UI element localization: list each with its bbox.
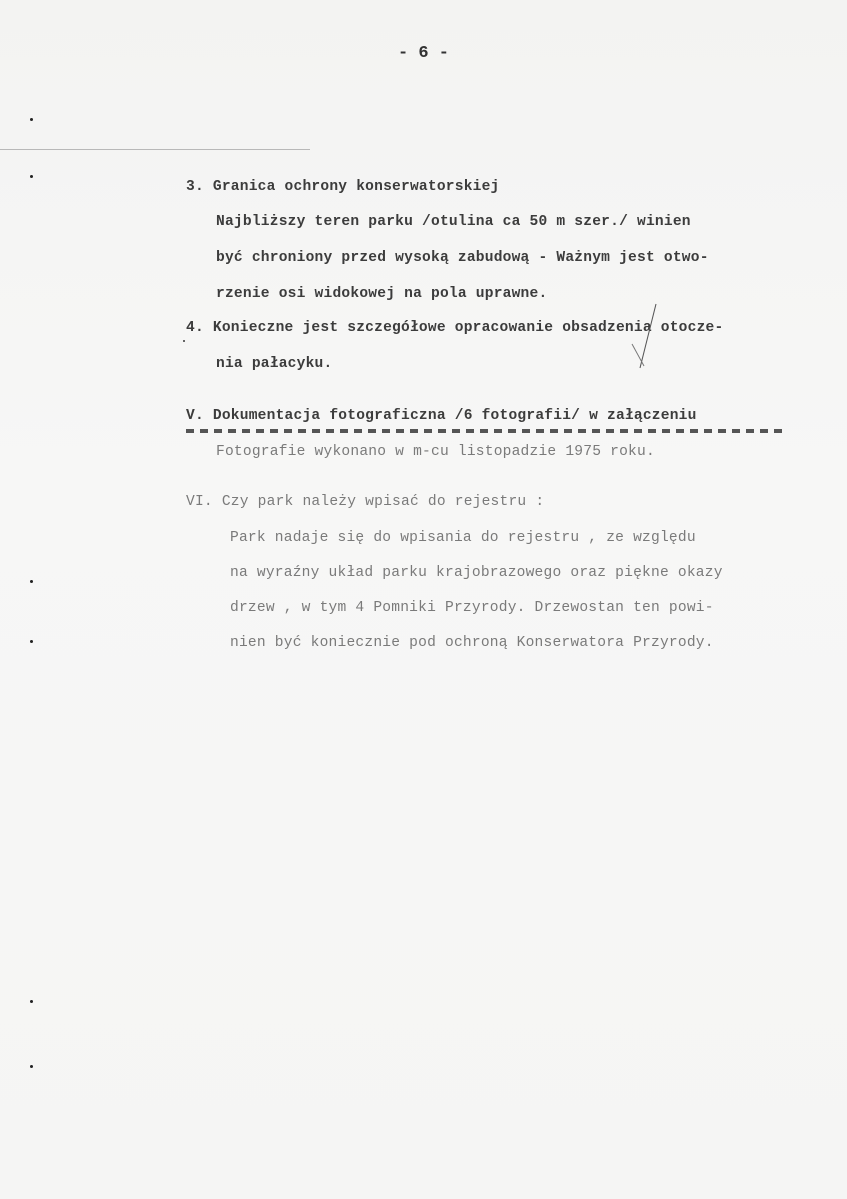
margin-mark (30, 118, 33, 121)
section-6-line: Park nadaje się do wpisania do rejestru , ze względu (230, 530, 696, 546)
section-5-line: Fotografie wykonano w m-cu listopadzie 1975 roku. (216, 444, 655, 460)
page-number: - 6 - (397, 44, 449, 63)
dashed-underline (186, 429, 784, 433)
handwritten-slash-mark (630, 302, 660, 372)
section-3-line: być chroniony przed wysoką zabudową - Ważnym jest otwo- (216, 250, 709, 266)
margin-mark (30, 640, 33, 643)
section-3-line: rzenie osi widokowej na pola uprawne. (216, 286, 548, 302)
section-6-line: drzew , w tym 4 Pomniki Przyrody. Drzewostan ten powi- (230, 600, 714, 616)
section-4-line: 4. Konieczne jest szczegółowe opracowanie obsadzenia otocze- (186, 320, 724, 336)
section-6-line: na wyraźny układ parku krajobrazowego oraz piękne okazy (230, 565, 723, 581)
top-rule (0, 149, 310, 150)
section-6-line: nien być koniecznie pod ochroną Konserwatora Przyrody. (230, 635, 714, 651)
section-4-line: nia pałacyku. (216, 356, 333, 372)
section-3-heading: 3. Granica ochrony konserwatorskiej (186, 179, 500, 195)
margin-mark (30, 175, 33, 178)
margin-mark (30, 1065, 33, 1068)
section-5-heading: V. Dokumentacja fotograficzna /6 fotografii/ w załączeniu (186, 408, 697, 424)
margin-mark (30, 580, 33, 583)
section-6-heading: VI. Czy park należy wpisać do rejestru : (186, 494, 545, 510)
speck (183, 340, 185, 342)
margin-mark (30, 1000, 33, 1003)
section-3-line: Najbliższy teren parku /otulina ca 50 m szer./ winien (216, 214, 691, 230)
